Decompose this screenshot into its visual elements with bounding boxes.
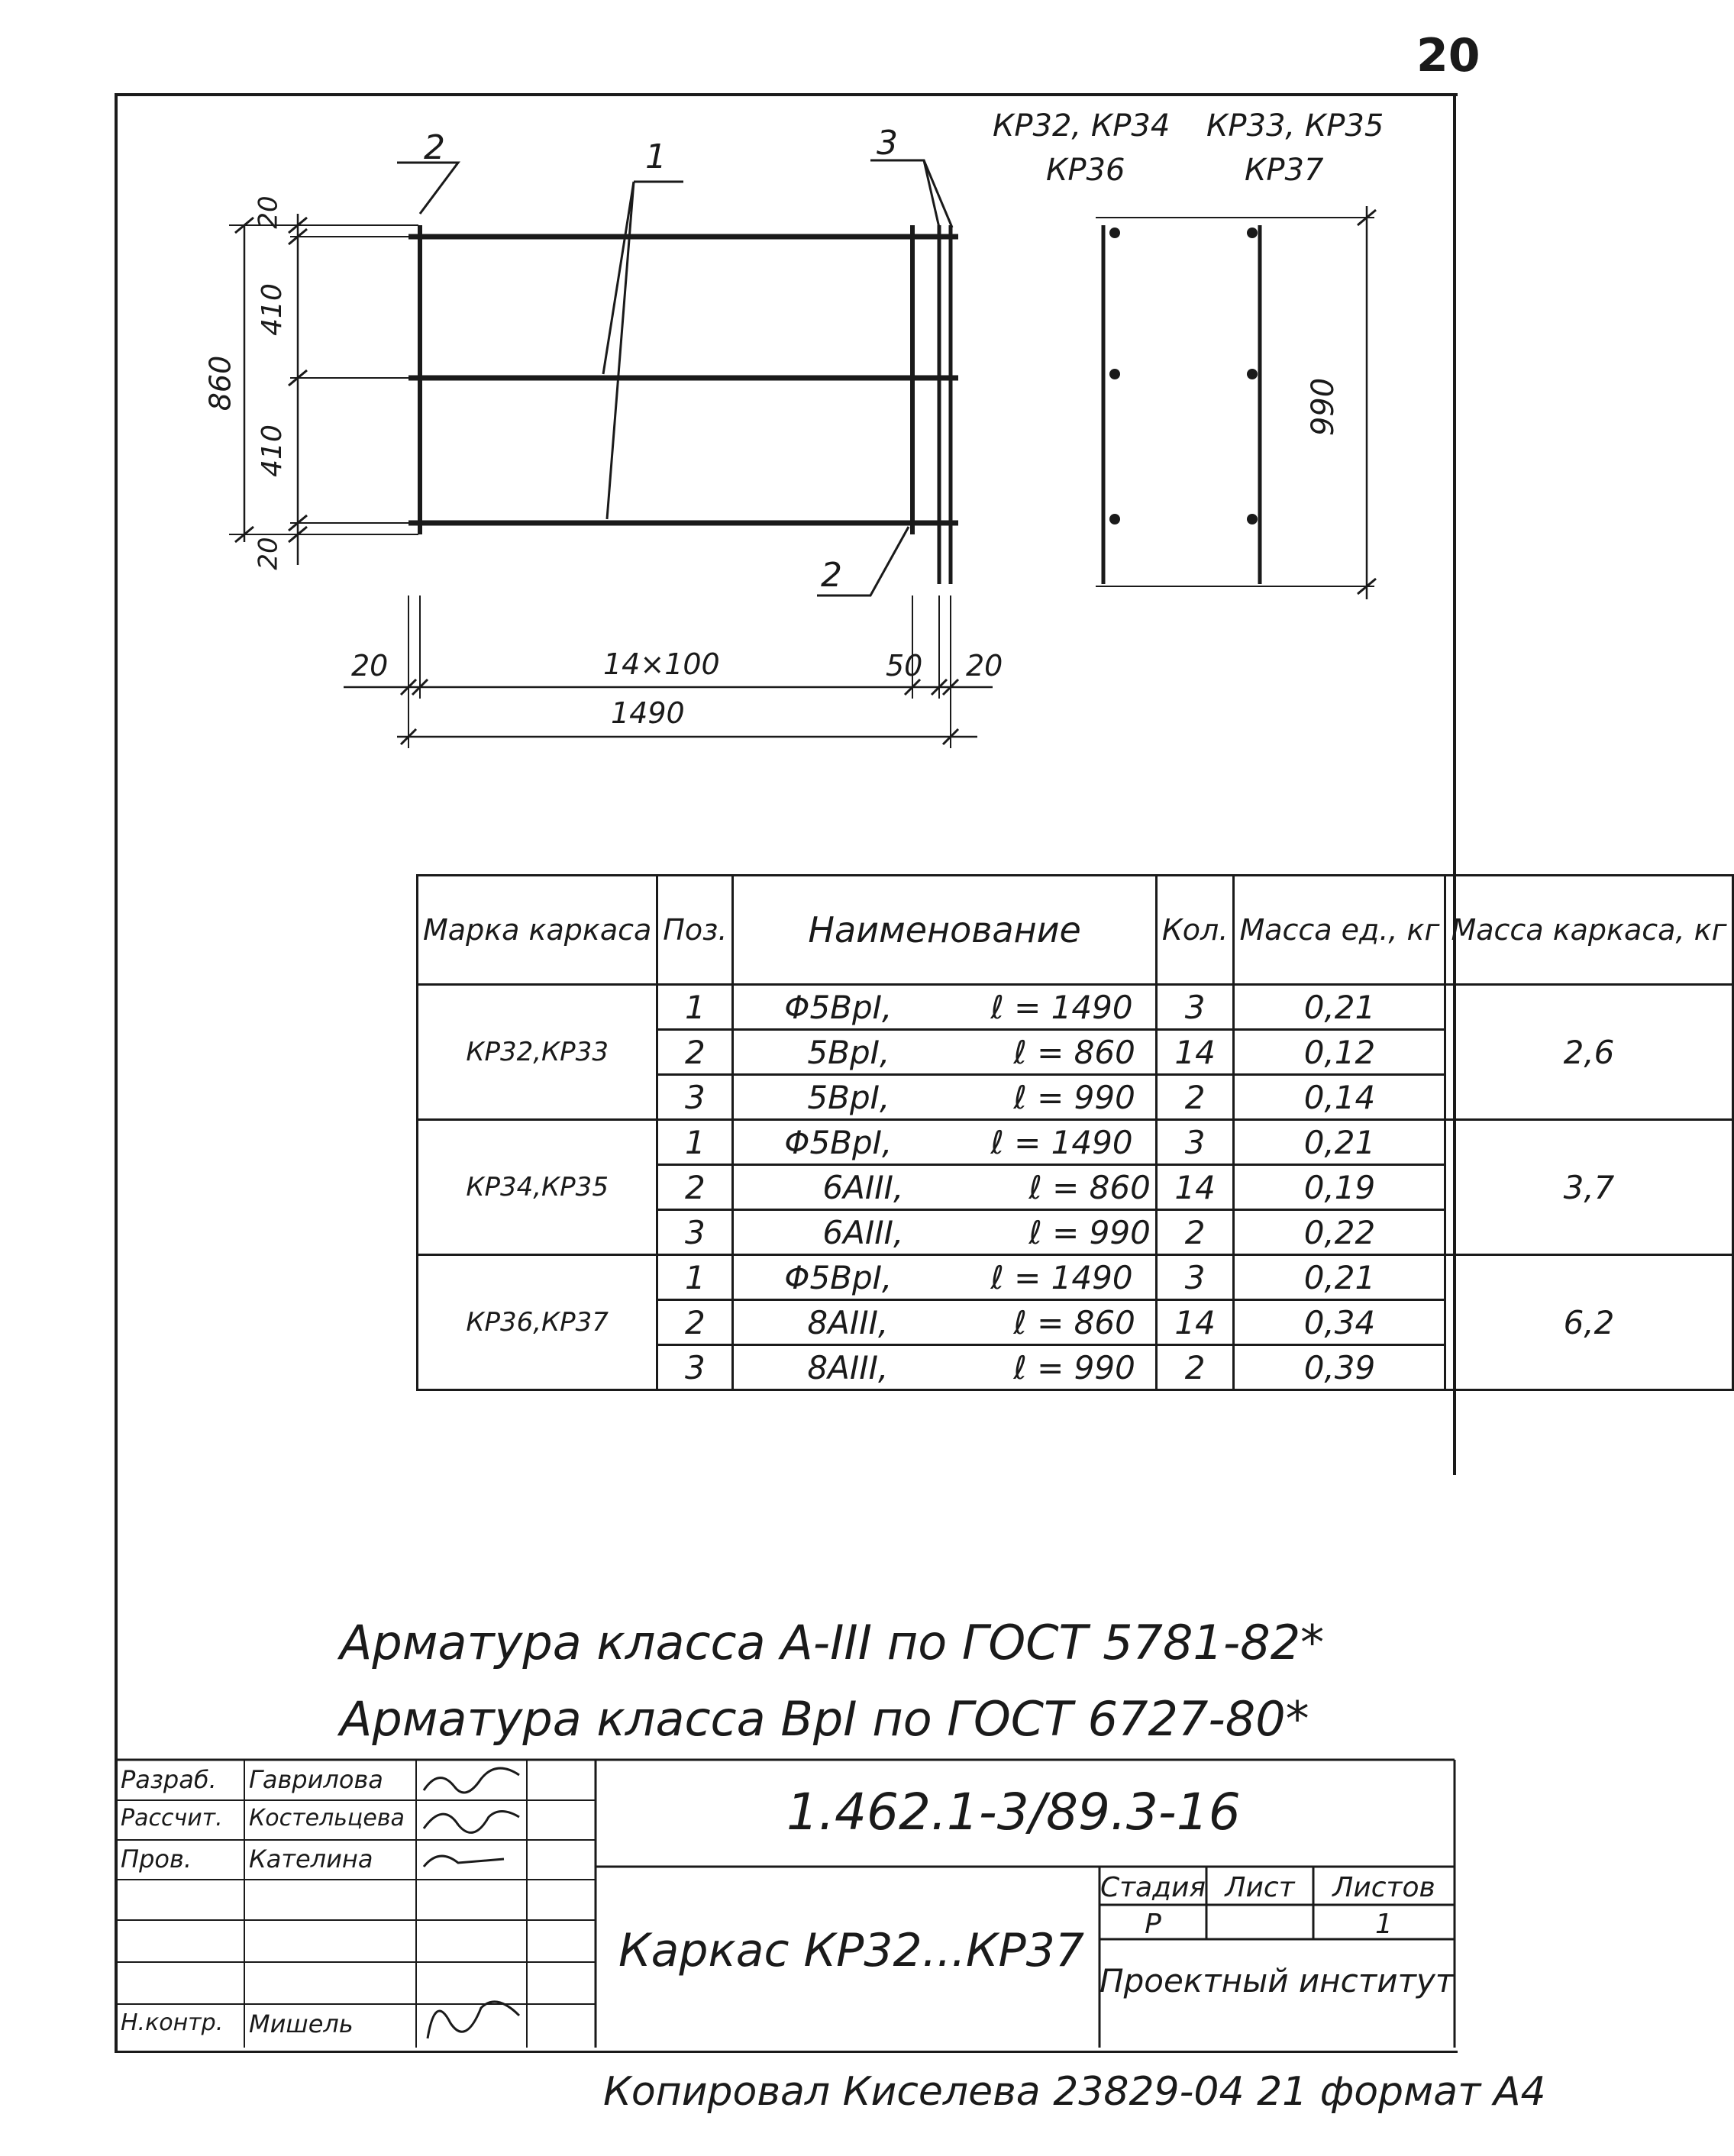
unit-mass: 0,39 bbox=[1234, 1345, 1445, 1390]
pos: 1 bbox=[657, 1120, 733, 1165]
unit-mass: 0,12 bbox=[1234, 1030, 1445, 1075]
label-pos-1: 1 bbox=[645, 137, 667, 176]
cage-mark: КР32,КР33 bbox=[418, 985, 657, 1120]
label-pos-3: 3 bbox=[877, 124, 898, 163]
cage-mass: 2,6 bbox=[1445, 985, 1732, 1120]
organization: Проектный институт bbox=[1099, 1962, 1455, 1999]
qty: 3 bbox=[1156, 1120, 1234, 1165]
page-number: 20 bbox=[1416, 29, 1481, 82]
document-code: 1.462.1-3/89.3-16 bbox=[786, 1783, 1241, 1841]
col-name: Наименование bbox=[733, 876, 1156, 985]
dim-total-height: 860 bbox=[203, 355, 237, 412]
qty: 3 bbox=[1156, 1255, 1234, 1300]
side-view-right-marks-1: КР33, КР35 bbox=[1206, 108, 1384, 144]
qty: 2 bbox=[1156, 1210, 1234, 1255]
label-pos-2-bottom: 2 bbox=[821, 556, 842, 595]
dim-span-2: 410 bbox=[256, 424, 288, 477]
signature-razrab bbox=[424, 1768, 519, 1793]
person-prov: Кателина bbox=[249, 1845, 373, 1874]
dim-side-height: 990 bbox=[1306, 377, 1342, 437]
side-view-right-marks-2: КР37 bbox=[1245, 153, 1324, 188]
role-prov: Пров. bbox=[121, 1845, 192, 1874]
pos: 1 bbox=[657, 1255, 733, 1300]
unit-mass: 0,21 bbox=[1234, 1120, 1445, 1165]
bar-type: 6АIII, bbox=[822, 1168, 904, 1206]
qty: 14 bbox=[1156, 1300, 1234, 1345]
stage-value: Р bbox=[1145, 1909, 1161, 1940]
bar-length: ℓ = 860 bbox=[1013, 1303, 1135, 1341]
sheets-value: 1 bbox=[1375, 1909, 1393, 1940]
bar-length: ℓ = 1490 bbox=[990, 1258, 1133, 1296]
cage-mark: КР34,КР35 bbox=[418, 1120, 657, 1255]
bar-length: ℓ = 990 bbox=[1013, 1078, 1135, 1116]
person-nkontr: Мишель bbox=[249, 2009, 354, 2038]
col-qty: Кол. bbox=[1156, 876, 1234, 985]
col-pos: Поз. bbox=[657, 876, 733, 985]
pos: 3 bbox=[657, 1210, 733, 1255]
bar-type: 5ВрI, bbox=[807, 1078, 890, 1116]
role-nkontr: Н.контр. bbox=[121, 2009, 224, 2036]
dim-bottom-offset: 20 bbox=[253, 537, 284, 570]
note-line-2: Арматура класса ВрI по ГОСТ 6727-80* bbox=[340, 1691, 1309, 1747]
signature-rasschit bbox=[424, 1812, 519, 1833]
col-unit-mass: Масса ед., кг bbox=[1234, 876, 1445, 985]
dim-right-offset: 20 bbox=[966, 649, 1003, 683]
signature-prov bbox=[424, 1856, 504, 1867]
cage-mass: 3,7 bbox=[1445, 1120, 1732, 1255]
qty: 14 bbox=[1156, 1030, 1234, 1075]
qty: 3 bbox=[1156, 985, 1234, 1030]
document-title: Каркас КР32...КР37 bbox=[618, 1924, 1084, 1977]
bar-type: 8АIII, bbox=[807, 1348, 889, 1386]
bar-length: ℓ = 990 bbox=[1028, 1213, 1151, 1251]
unit-mass: 0,21 bbox=[1234, 985, 1445, 1030]
pos: 2 bbox=[657, 1030, 733, 1075]
unit-mass: 0,14 bbox=[1234, 1075, 1445, 1120]
person-razrab: Гаврилова bbox=[249, 1765, 383, 1794]
bar-type: 8АIII, bbox=[807, 1303, 889, 1341]
unit-mass: 0,22 bbox=[1234, 1210, 1445, 1255]
col-cage-mass: Масса каркаса, кг bbox=[1445, 876, 1732, 985]
stage-label: Стадия bbox=[1099, 1872, 1206, 1903]
bar-type: Φ5ВрI, bbox=[784, 988, 893, 1026]
pos: 3 bbox=[657, 1075, 733, 1120]
sheets-label: Листов bbox=[1332, 1872, 1435, 1903]
col-mark: Марка каркаса bbox=[418, 876, 657, 985]
bar-length: ℓ = 860 bbox=[1013, 1033, 1135, 1071]
bar-length: ℓ = 1490 bbox=[990, 988, 1133, 1026]
unit-mass: 0,19 bbox=[1234, 1165, 1445, 1210]
bar-type: Φ5ВрI, bbox=[784, 1258, 893, 1296]
side-view-left-marks-2: КР36 bbox=[1046, 153, 1125, 188]
signature-nkontr bbox=[428, 2002, 519, 2038]
person-rasschit: Костельцева bbox=[249, 1805, 405, 1832]
cage-mark: КР36,КР37 bbox=[418, 1255, 657, 1390]
bar-length: ℓ = 1490 bbox=[990, 1123, 1133, 1161]
qty: 14 bbox=[1156, 1165, 1234, 1210]
qty: 2 bbox=[1156, 1345, 1234, 1390]
dim-right-gap: 50 bbox=[886, 649, 923, 683]
unit-mass: 0,21 bbox=[1234, 1255, 1445, 1300]
qty: 2 bbox=[1156, 1075, 1234, 1120]
label-pos-2-top: 2 bbox=[424, 128, 445, 167]
cage-mass: 6,2 bbox=[1445, 1255, 1732, 1390]
pos: 3 bbox=[657, 1345, 733, 1390]
dim-left-offset: 20 bbox=[351, 649, 389, 683]
role-razrab: Разраб. bbox=[121, 1765, 217, 1794]
dim-spacing: 14×100 bbox=[603, 647, 720, 681]
bar-type: Φ5ВрI, bbox=[784, 1123, 893, 1161]
copy-line: Копировал Киселева 23829-04 21 формат А4 bbox=[603, 2069, 1546, 2115]
bar-type: 5ВрI, bbox=[807, 1033, 890, 1071]
pos: 2 bbox=[657, 1165, 733, 1210]
pos: 1 bbox=[657, 985, 733, 1030]
unit-mass: 0,34 bbox=[1234, 1300, 1445, 1345]
role-rasschit: Рассчит. bbox=[121, 1805, 223, 1832]
bar-length: ℓ = 990 bbox=[1013, 1348, 1135, 1386]
bar-type: 6АIII, bbox=[822, 1213, 904, 1251]
dim-total-length: 1490 bbox=[611, 696, 685, 730]
side-view-left-marks-1: КР32, КР34 bbox=[993, 108, 1171, 144]
pos: 2 bbox=[657, 1300, 733, 1345]
sheet-label: Лист bbox=[1225, 1872, 1295, 1903]
note-line-1: Арматура класса А-III по ГОСТ 5781-82* bbox=[340, 1615, 1325, 1670]
dim-top-offset: 20 bbox=[253, 195, 284, 229]
dim-span-1: 410 bbox=[256, 283, 288, 336]
bar-length: ℓ = 860 bbox=[1028, 1168, 1151, 1206]
